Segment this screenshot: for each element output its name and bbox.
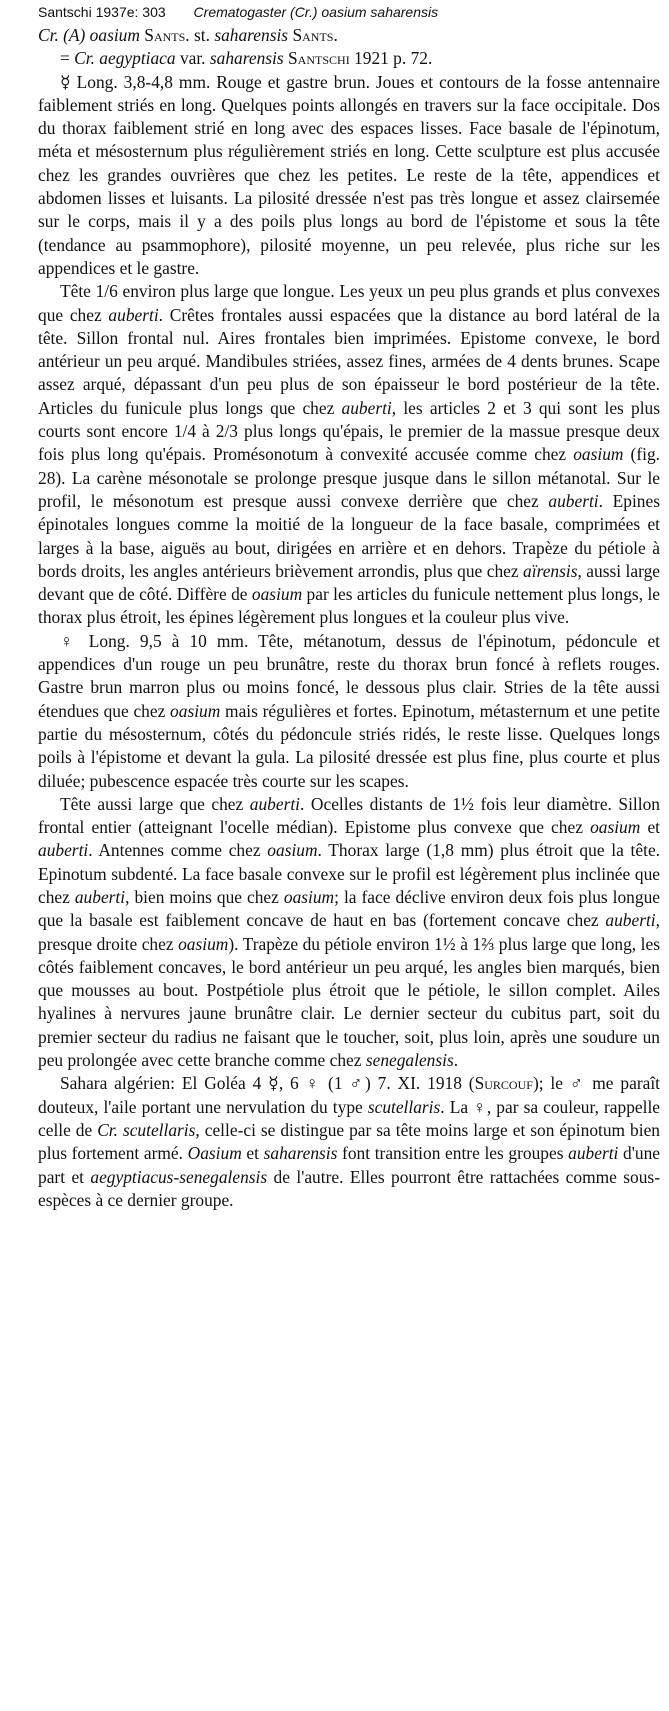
page-body <box>38 24 660 1212</box>
locality-paragraph: Sahara algérien: El Goléa 4 ☿, 6 ♀ (1 ♂) 7. XI. 1918 (Surcouf); le ♂ me paraît douteux, l'aile portant une nervulation du type scutellaris. La ♀, par sa couleur, rappelle celle de Cr. scutellaris, celle-ci se distingue par sa tête moins large et son épinotum bien plus fortement armé. Oasium et saharensis font transition entre les groupes auberti d'une part et aegyptiacus-senegalensis de l'autre. Elles pourront être rattachées comme sous-espèces à ce dernier groupe. <box>38 1073 660 1210</box>
queen-head-paragraph: Tête aussi large que chez auberti. Ocelles distants de 1½ fois leur diamètre. Sillon frontal entier (atteignant l'ocelle médian). Epistome plus convexe que chez oasium et auberti. Antennes comme chez oasium. Thorax large (1,8 mm) plus étroit que la tête. Epinotum subdenté. La face basale convexe sur le profil est légèrement plus inclinée que chez auberti, bien moins que chez oasium; la face déclive environ deux fois plus longue que la basale est faiblement concave de haut en bas (fortement concave chez auberti, presque droite chez oasium). Trapèze du pétiole environ 1½ à 1⅔ plus large que long, les côtés faiblement concaves, le bord antérieur un peu arqué, les angles bien marqués, bien que mousses au bout. Postpétiole plus étroit que le pétiole, le sillon complet. Ailes hyalines à nervures jaune brunâtre clair. Le dernier secteur du cubitus part, soit du premier secteur du radius ne faisant que le toucher, soit, plus loin, après une soudure un peu prolongée avec cette branche comme chez senegalensis. <box>38 793 661 1071</box>
synonym-line: = Cr. aegyptiaca var. saharensis Santschi 1921 p. 72. <box>60 48 433 69</box>
running-header <box>38 4 638 21</box>
header-taxon: Crematogaster (Cr.) oasium saharensis <box>193 4 439 20</box>
queen-description-paragraph: ♀ Long. 9,5 à 10 mm. Tête, métanotum, dessus de l'épinotum, pédoncule et appendices d'un rouge un peu brunâtre, reste du thorax brun foncé à reflets rouges. Gastre brun marron plus ou moins foncé, le dessous plus clair. Stries de la tête aussi étendues que chez oasium mais régulières et fortes. Epinotum, métasternum et une petite partie du mésosternum, côtés du pédoncule striés ridés, le reste lisse. Quelques longs poils à l'épistome et devant la gula. La pilosité dressée est plus fine, plus courte et plus diluée; pubescence espacée très courte sur les scapes. <box>38 630 660 791</box>
worker-description-paragraph: ☿ Long. 3,8-4,8 mm. Rouge et gastre brun. Joues et contours de la fosse antennaire faiblement striés en long. Quelques points allongés en travers sur la face occipitale. Dos du thorax faiblement strié en long avec des espaces lisses. Face basale de l'épinotum, méta et mésosternum plus régulièrement striés en long. Cette sculpture est plus accusée chez les grandes ouvrières que chez les petites. Le reste de la tête, appendices et abdomen lisses et luisants. La pilosité dressée n'est pas très longue et assez clairsemée sur le corps, mais il y a des poils plus longs au bord de l'épistome et sous la tête (tendance au psammophore), pilosité moyenne, un peu relevée, plus riche sur les appendices et le gastre. <box>38 71 660 278</box>
citation-reference: Santschi 1937e: 303 <box>38 4 166 20</box>
worker-head-paragraph: Tête 1/6 environ plus large que longue. Les yeux un peu plus grands et plus convexes que chez auberti. Crêtes frontales aussi espacées que la distance au bord latéral de la tête. Sillon frontal nul. Aires frontales bien imprimées. Epistome convexe, le bord antérieur un peu arqué. Mandibules striées, assez fines, armées de 4 dents brunes. Scape assez arqué, dépassant d'un peu plus de son épaisseur le bord postérieur de la tête. Articles du funicule plus longs que chez auberti, les articles 2 et 3 qui sont les plus courts sont encore 1/4 à 2/3 plus longs qu'épais, le premier de la massue presque deux fois plus long qu'épais. Promésonotum à convexité accusée comme chez oasium (fig. 28). La carène mésonotale se prolonge presque jusque dans le sillon métanotal. Sur le profil, le mésonotum est presque aussi convexe derrière que chez auberti. Epines épinotales longues comme la moitié de la longueur de la face basale, comprimées et larges à la base, aiguës au bout, dirigées en arrière et en dehors. Trapèze du pétiole à bords droits, les angles antérieurs brièvement arrondis, plus que chez aïrensis, aussi large devant que de côté. Diffère de oasium par les articles du funicule nettement plus longs, le thorax plus étroit, les épines légèrement plus longues et la couleur plus vive. <box>38 281 661 628</box>
taxon-title: Cr. (A) oasium Sants. st. saharensis Sants. <box>38 25 338 45</box>
